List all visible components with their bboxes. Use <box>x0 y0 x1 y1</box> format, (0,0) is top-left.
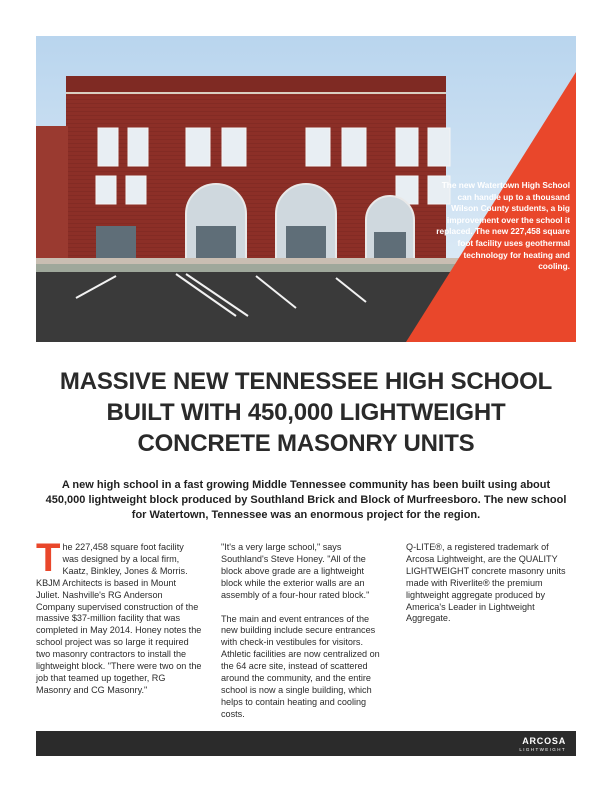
headline-line-2: BUILT WITH 450,000 LIGHTWEIGHT <box>106 399 506 426</box>
body-col1-text: he 227,458 square foot facility was designed by a local firm, Kaatz, Binkley, Jones & Morris. KBJM Architects is based in Mount Juliet. Nashville's RG Anderson Company supervised construction of the massive $37-million facility that was completed in May 2014. Honey notes the school project was so large it required two masonry contractors to install the lightweight block. "There were two on the job that teamed up together, RG Masonry and CG Masonry." <box>36 542 202 695</box>
dropcap: T <box>36 536 61 580</box>
body-col2-paragraph-1: "It's a very large school," says Southland's Steve Honey. "All of the block above grade are a lightweight block while the exterior walls are an assembly of a four-hour rated block." <box>221 542 370 600</box>
body-column-3 <box>406 542 576 637</box>
headline-line-3: CONCRETE MASONRY UNITS <box>137 430 475 457</box>
photo-caption: The new Watertown High School can handle up to a thousand Wilson County students, a big improvement over the school it replaced. The new 227,458 square foot facility uses geothermal technology for heating and cooling. <box>436 180 570 272</box>
headline-line-1: MASSIVE NEW TENNESSEE HIGH SCHOOL <box>59 368 553 395</box>
body-column-1 <box>36 536 202 697</box>
body-col3-paragraph-1: Q-LITE®, a registered trademark of Arcosa Lightweight, are the QUALITY LIGHTWEIGHT concrete masonry units made with Riverlite® the premium lightweight aggregate produced by America's Leader in Lightweight Aggregate. <box>406 542 566 624</box>
body-col2-paragraph-2: The main and event entrances of the new building include secure entrances with check-in vestibules for visitors. Athletic facilities are now centralized on the 64 acre site, instead of scattered around the community, and the entire school is now a single building, which helps to contain heating and cooling costs. <box>221 613 380 719</box>
brand-subtitle: LIGHTWEIGHT <box>519 747 566 752</box>
lede-paragraph: A new high school in a fast growing Middle Tennessee community has been built using about 450,000 lightweight block produced by Southland Brick and Block of Murfreesboro. The new school for Watertown, Tennessee was an enormous project for the region. <box>45 479 567 521</box>
body-column-2 <box>221 542 387 733</box>
headline <box>30 366 582 459</box>
brand-name: ARCOSA <box>522 736 566 746</box>
footer-bar <box>36 731 576 756</box>
arcosa-logo <box>519 736 566 752</box>
